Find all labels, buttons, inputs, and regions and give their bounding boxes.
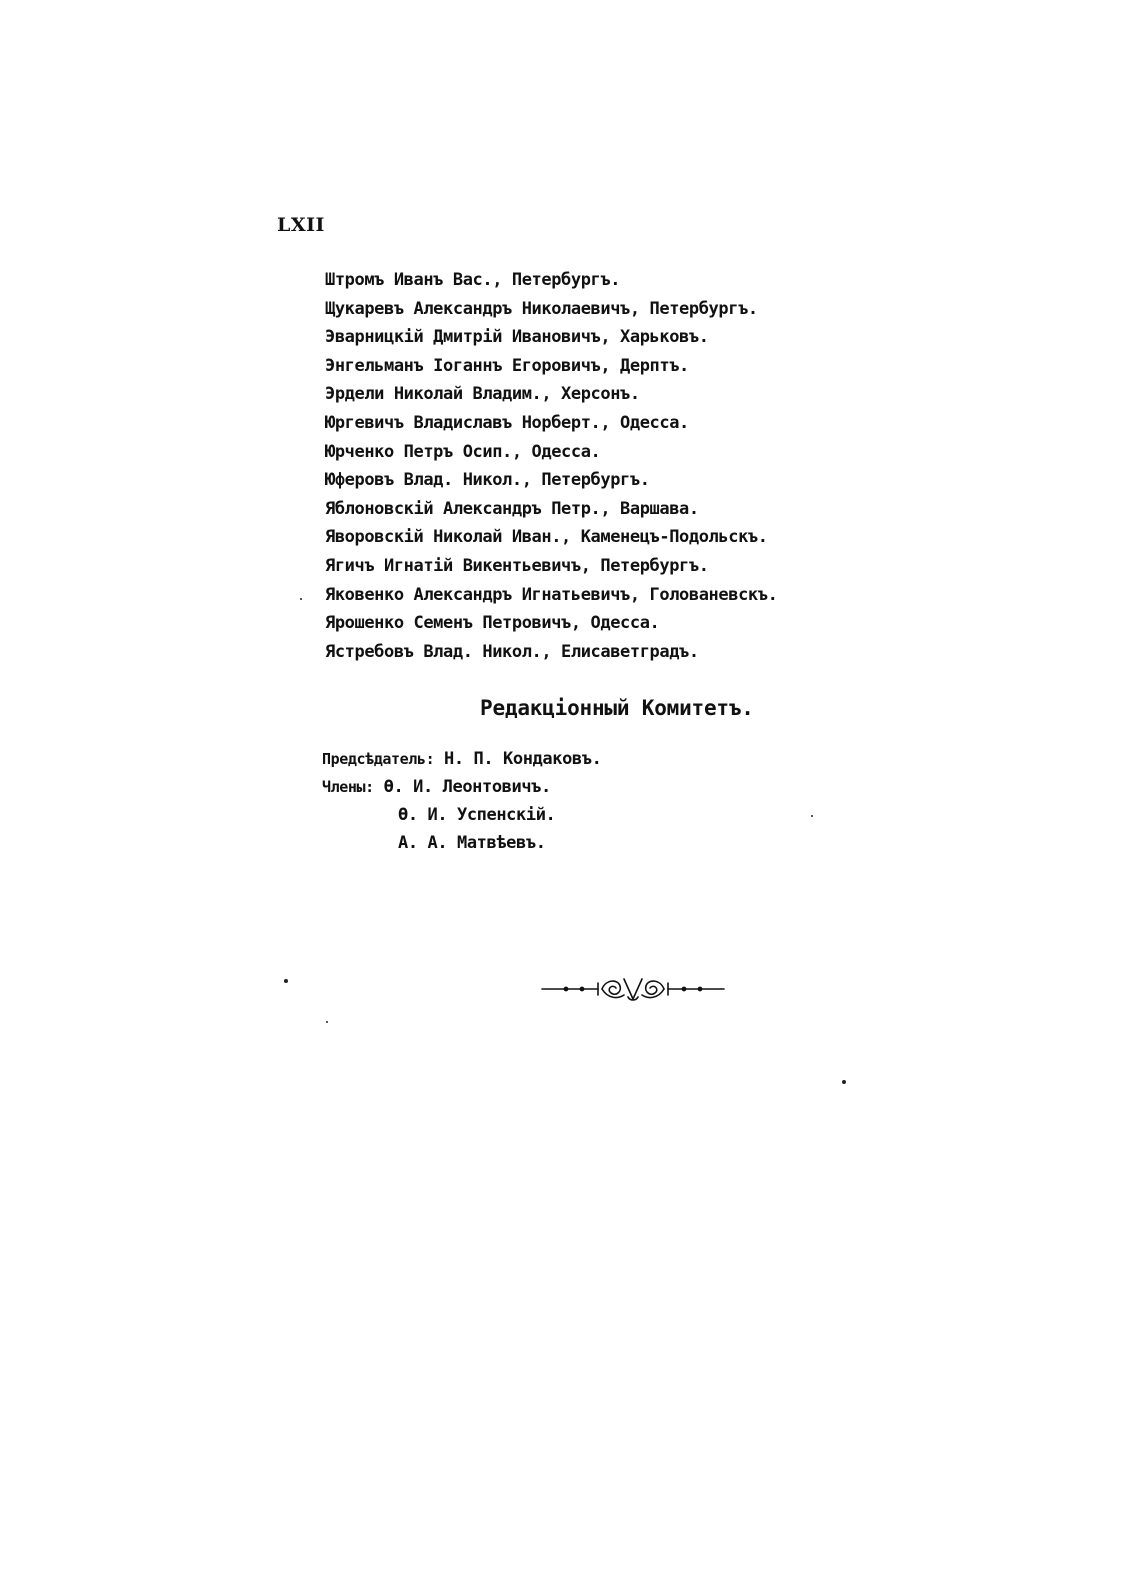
committee-member-row <box>322 829 601 857</box>
end-of-section-flourish-icon <box>540 973 726 1003</box>
list-item: Яковенко Александръ Игнатьевичъ, Голованевскъ. <box>325 584 778 605</box>
list-item: Юргевичъ Владиславъ Норберт., Одесса. <box>325 412 689 433</box>
committee-member-row <box>322 801 601 829</box>
list-item: Ястребовъ Влад. Никол., Елисаветградъ. <box>325 641 699 662</box>
chairman-name: Н. П. Кондаковъ. <box>444 749 602 769</box>
list-item: Ярошенко Семенъ Петровичъ, Одесса. <box>325 613 660 634</box>
print-speck <box>284 979 288 983</box>
chairman-label: Предсѣдатель: <box>322 750 435 768</box>
list-item: Эварницкій Дмитрій Ивановичъ, Харьковъ. <box>325 327 709 348</box>
list-item: Яворовскій Николай Иван., Каменецъ-Подольскъ. <box>325 527 768 548</box>
chairman-row <box>322 745 601 773</box>
members-label: Члены: <box>322 778 374 796</box>
committee-block <box>322 745 601 857</box>
list-item: Юрченко Петръ Осип., Одесса. <box>325 441 601 462</box>
print-speck <box>811 815 813 817</box>
print-speck <box>326 1021 328 1023</box>
committee-member: А. А. Матвѣевъ. <box>398 833 546 853</box>
print-speck <box>842 1080 846 1084</box>
list-item: Эрдели Николай Владим., Херсонъ. <box>325 384 640 405</box>
section-title: Редакціонный Комитетъ. <box>480 696 754 720</box>
committee-member: Ѳ. И. Леонтовичъ. <box>383 777 551 797</box>
list-item: Щукаревъ Александръ Николаевичъ, Петербургъ. <box>325 298 758 319</box>
members-list <box>325 266 777 666</box>
committee-member: Ѳ. И. Успенскій. <box>398 805 556 825</box>
list-item: Юферовъ Влад. Никол., Петербургъ. <box>325 470 650 491</box>
list-item: Ягичъ Игнатій Викентьевичъ, Петербургъ. <box>325 555 709 576</box>
print-speck <box>300 598 302 600</box>
list-item: Энгельманъ Іоганнъ Егоровичъ, Дерптъ. <box>325 355 689 376</box>
list-item: Яблоновскій Александръ Петр., Варшава. <box>325 498 699 519</box>
list-item: Штромъ Иванъ Вас., Петербургъ. <box>325 270 621 290</box>
members-row <box>322 773 601 801</box>
page-number: LXII <box>277 214 325 236</box>
